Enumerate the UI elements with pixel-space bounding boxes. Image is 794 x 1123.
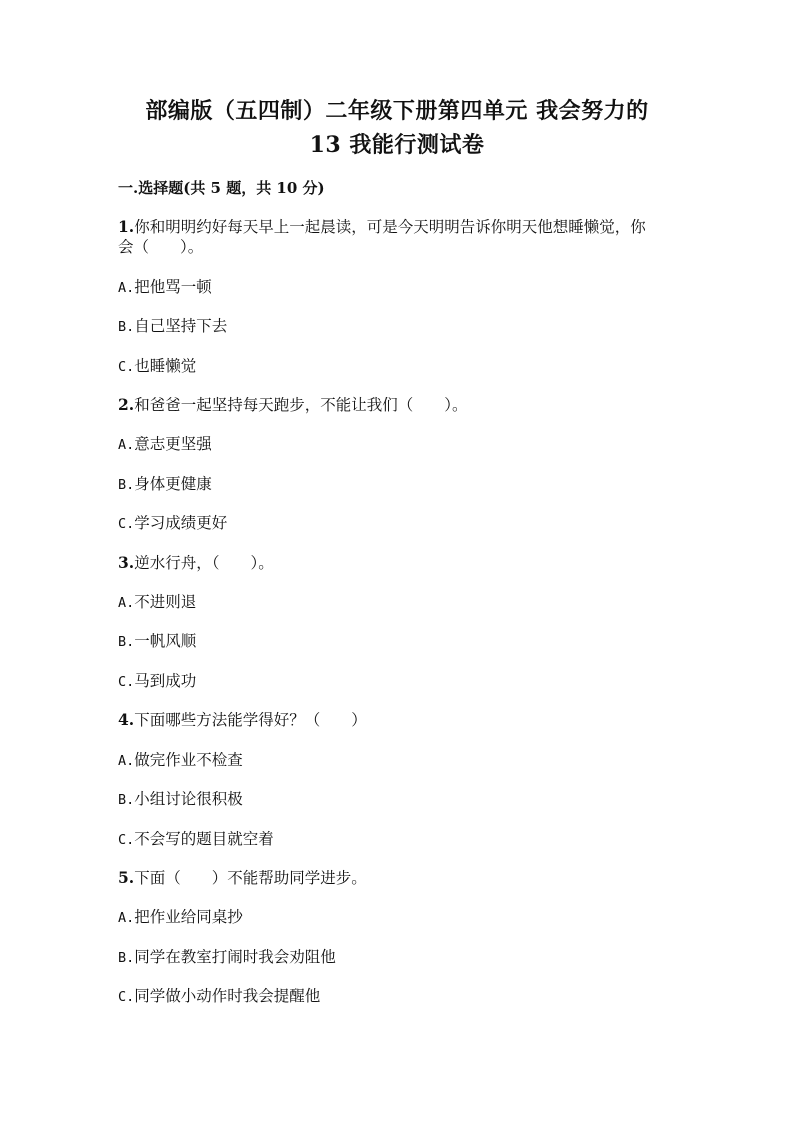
option-text: 不会写的题目就空着	[134, 830, 274, 848]
option-letter: C.	[118, 832, 135, 848]
question-4-option-a	[118, 750, 243, 771]
option-text: 做完作业不检查	[134, 751, 243, 769]
option-text: 不进则退	[134, 593, 197, 611]
page-title-line-2: 13 我能行测试卷	[309, 132, 485, 158]
question-4	[118, 710, 678, 730]
question-number: 5.	[118, 868, 135, 887]
option-text: 同学在教室打闹时我会劝阻他	[134, 948, 336, 966]
option-text: 把作业给同桌抄	[134, 908, 243, 926]
question-1	[118, 217, 678, 257]
question-2-option-a	[118, 434, 212, 455]
question-text: 逆水行舟，（ ）。	[134, 554, 274, 572]
option-text: 小组讨论很积极	[134, 790, 243, 808]
option-letter: C.	[118, 989, 135, 1005]
option-text: 意志更坚强	[134, 435, 212, 453]
question-3-option-c	[118, 671, 196, 692]
question-2	[118, 395, 678, 415]
page-title-line-1: 部编版（五四制）二年级下册第四单元 我会努力的	[145, 98, 649, 124]
option-letter: A.	[118, 280, 135, 296]
option-text: 把他骂一顿	[134, 278, 212, 296]
question-text-continued: 会（ ）。	[118, 238, 204, 256]
option-text: 同学做小动作时我会提醒他	[134, 987, 321, 1005]
option-letter: B.	[118, 319, 135, 335]
option-text: 一帆风顺	[134, 632, 197, 650]
question-3	[118, 553, 678, 573]
question-3-option-a	[118, 592, 196, 613]
question-3-option-b	[118, 631, 196, 652]
option-letter: A.	[118, 595, 135, 611]
question-text: 你和明明约好每天早上一起晨读，可是今天明明告诉你明天他想睡懒觉，你	[134, 218, 646, 236]
option-letter: C.	[118, 674, 135, 690]
question-text: 下面哪些方法能学得好？（ ）	[134, 711, 367, 729]
option-text: 身体更健康	[134, 475, 212, 493]
option-letter: A.	[118, 437, 135, 453]
question-text: 下面（ ）不能帮助同学进步。	[134, 869, 367, 887]
question-5-option-b	[118, 947, 336, 968]
option-letter: A.	[118, 753, 135, 769]
question-2-option-c	[118, 513, 227, 534]
option-letter: B.	[118, 477, 135, 493]
question-number: 1.	[118, 217, 135, 236]
option-letter: B.	[118, 950, 135, 966]
question-2-option-b	[118, 474, 212, 495]
question-4-option-b	[118, 789, 243, 810]
question-number: 2.	[118, 395, 135, 414]
option-text: 学习成绩更好	[134, 514, 228, 532]
question-5-option-c	[118, 986, 320, 1007]
option-text: 马到成功	[134, 672, 197, 690]
question-4-option-c	[118, 829, 274, 850]
question-1-option-b	[118, 316, 227, 337]
question-number: 3.	[118, 553, 135, 572]
option-letter: A.	[118, 910, 135, 926]
question-1-option-c	[118, 356, 196, 377]
option-letter: C.	[118, 359, 135, 375]
question-number: 4.	[118, 710, 135, 729]
option-text: 也睡懒觉	[134, 357, 197, 375]
question-5-option-a	[118, 907, 243, 928]
option-text: 自己坚持下去	[134, 317, 228, 335]
question-text: 和爸爸一起坚持每天跑步，不能让我们（ ）。	[134, 396, 468, 414]
question-5	[118, 868, 678, 888]
option-letter: B.	[118, 634, 135, 650]
option-letter: C.	[118, 516, 135, 532]
question-1-option-a	[118, 277, 212, 298]
option-letter: B.	[118, 792, 135, 808]
section-heading: 一.选择题(共 5 题，共 10 分)	[118, 179, 325, 197]
